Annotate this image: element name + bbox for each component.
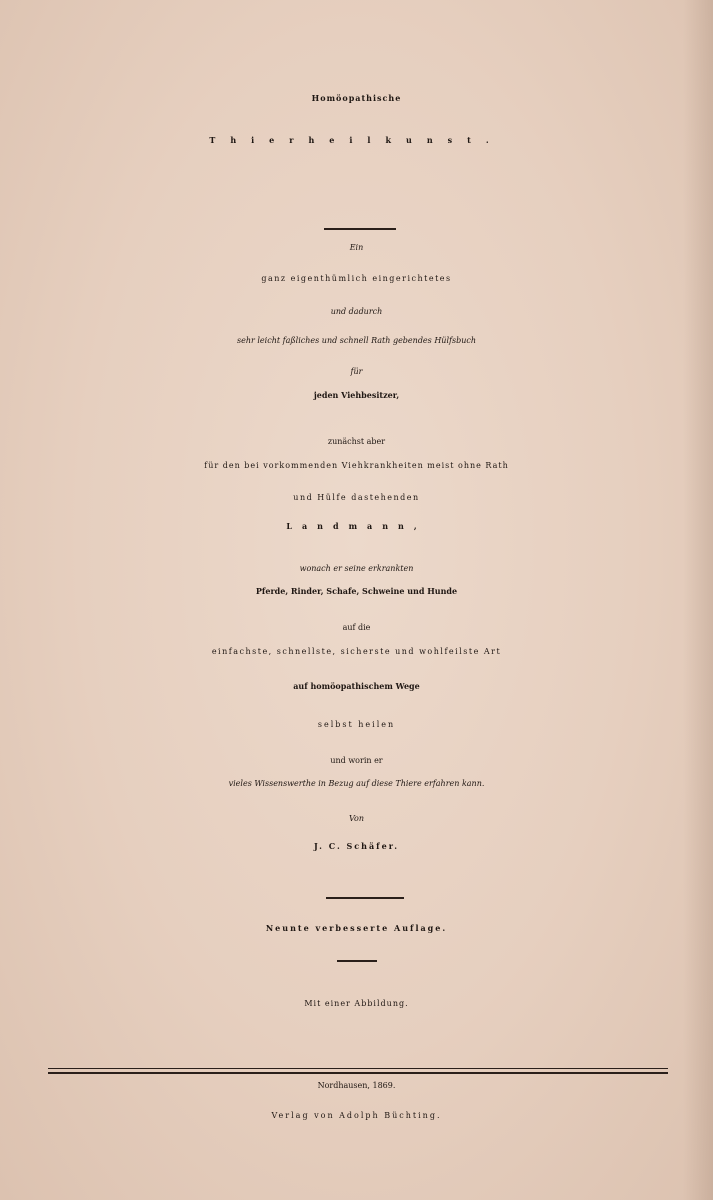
desc-line-2: ganz eigenthümlich eingerichtetes xyxy=(261,274,452,283)
imprint-publisher: Verlag von Adolph Büchting. xyxy=(271,1111,442,1120)
desc-line-4: sehr leicht faßliches und schnell Rath gebendes Hülfsbuch xyxy=(237,336,476,345)
imprint-rule-top xyxy=(48,1068,668,1069)
audience-main: jeden Viehbesitzer, xyxy=(313,390,400,400)
audience-second: Landmann, xyxy=(286,521,427,531)
knowledge-1: und worin er xyxy=(330,756,383,765)
edition-divider xyxy=(337,960,377,962)
edition: Neunte verbesserte Auflage. xyxy=(265,923,448,933)
desc-line-5: für xyxy=(350,367,363,376)
purpose-intro: wonach er seine erkrankten xyxy=(299,564,414,573)
desc-line-3: und dadurch xyxy=(330,307,383,316)
by-label: Von xyxy=(348,814,364,823)
knowledge-2: vieles Wissenswerthe in Bezug auf diese Thiere erfahren kann. xyxy=(228,779,485,788)
author-name: J. C. Schäfer. xyxy=(314,841,399,851)
audience-desc-3: und Hülfe dastehenden xyxy=(293,493,420,502)
subtitle-top: Homöopathische xyxy=(311,93,402,103)
imprint-rule-bottom xyxy=(48,1072,668,1074)
author-divider xyxy=(326,897,404,899)
self-heal: selbst heilen xyxy=(317,720,396,729)
desc-line-1: Ein xyxy=(349,243,364,252)
purpose-desc-1: auf die xyxy=(342,623,371,632)
method: auf homöopathischem Wege xyxy=(293,681,420,691)
page-edge-shadow xyxy=(683,0,713,1200)
audience-desc-2: für den bei vorkommenden Viehkrankheiten meist ohne Rath xyxy=(204,461,509,470)
animals-list: Pferde, Rinder, Schafe, Schweine und Hunde xyxy=(255,586,458,596)
illustration-note: Mit einer Abbildung. xyxy=(304,999,409,1008)
audience-desc-1: zunächst aber xyxy=(327,437,386,446)
main-title: Thierheilkunst. xyxy=(209,135,504,145)
purpose-desc-2: einfachste, schnellste, sicherste und wohlfeilste Art xyxy=(211,647,502,656)
imprint-place-year: Nordhausen, 1869. xyxy=(317,1081,396,1090)
title-divider xyxy=(324,228,396,230)
